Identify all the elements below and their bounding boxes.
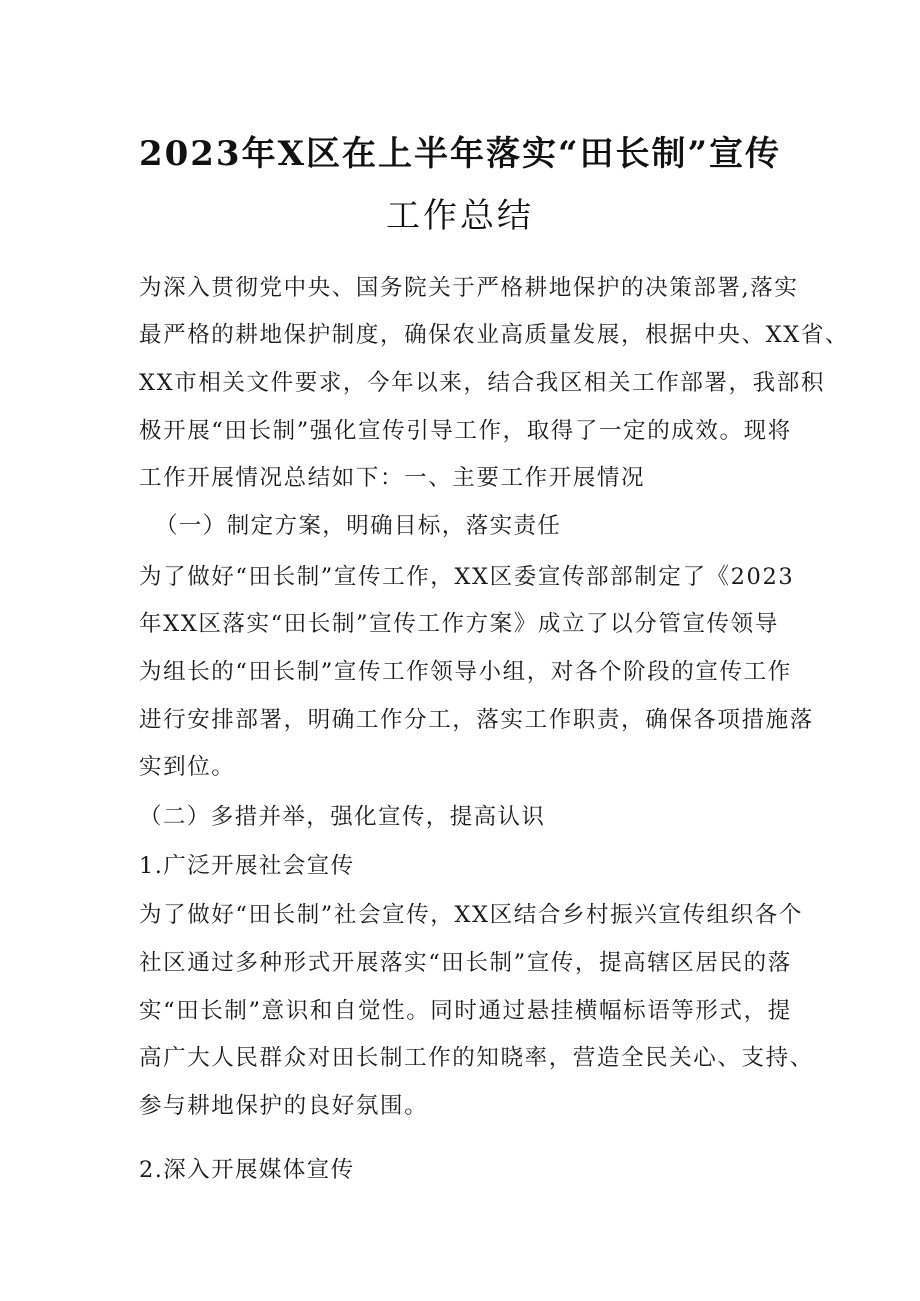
document-title-line-1: 2023年X区在上半年落实“田长制”宣传 (138, 134, 782, 174)
intro-paragraph-line: 工作开展情况总结如下：一、主要工作开展情况 (139, 465, 646, 491)
section-2-heading: （二）多措并举，强化宣传，提高认识 (139, 804, 546, 830)
subsection-1-paragraph-line: 为了做好“田长制”社会宣传，XX区结合乡村振兴宣传组织各个 (139, 902, 803, 928)
section-1-heading: （一）制定方案，明确目标，落实责任 (155, 513, 562, 539)
subsection-1-paragraph-line: 实“田长制”意识和自觉性。同时通过悬挂横幅标语等形式，提 (139, 998, 792, 1024)
subsection-1-paragraph-line: 参与耕地保护的良好氛围。 (139, 1093, 429, 1119)
document-title-line-2: 工作总结 (386, 196, 534, 236)
section-1-paragraph-line: 为组长的“田长制”宣传工作领导小组，对各个阶段的宣传工作 (139, 659, 792, 685)
section-1-paragraph-line: 年XX区落实“田长制”宣传工作方案》成立了以分管宣传领导 (139, 611, 779, 637)
intro-paragraph-line: XX市相关文件要求，今年以来，结合我区相关工作部署，我部积 (139, 370, 825, 396)
intro-paragraph-line: 为深入贯彻党中央、国务院关于严格耕地保护的决策部署,落实 (139, 275, 799, 301)
subsection-1-heading: 1.广泛开展社会宣传 (139, 853, 355, 879)
subsection-1-paragraph-line: 社区通过多种形式开展落实“田长制”宣传，提高辖区居民的落 (139, 950, 792, 976)
section-1-paragraph-line: 为了做好“田长制”宣传工作，XX区委宣传部部制定了《2023 (139, 564, 795, 590)
section-1-paragraph-line: 进行安排部署，明确工作分工，落实工作职责，确保各项措施落 (139, 707, 814, 733)
intro-paragraph-line: 极开展“田长制”强化宣传引导工作，取得了一定的成效。现将 (139, 418, 792, 444)
intro-paragraph-line: 最严格的耕地保护制度，确保农业高质量发展，根据中央、XX省、 (139, 322, 850, 348)
subsection-1-paragraph-line: 高广大人民群众对田长制工作的知晓率，营造全民关心、支持、 (139, 1045, 814, 1071)
section-1-paragraph-line: 实到位。 (139, 754, 236, 780)
subsection-2-heading: 2.深入开展媒体宣传 (139, 1157, 355, 1183)
